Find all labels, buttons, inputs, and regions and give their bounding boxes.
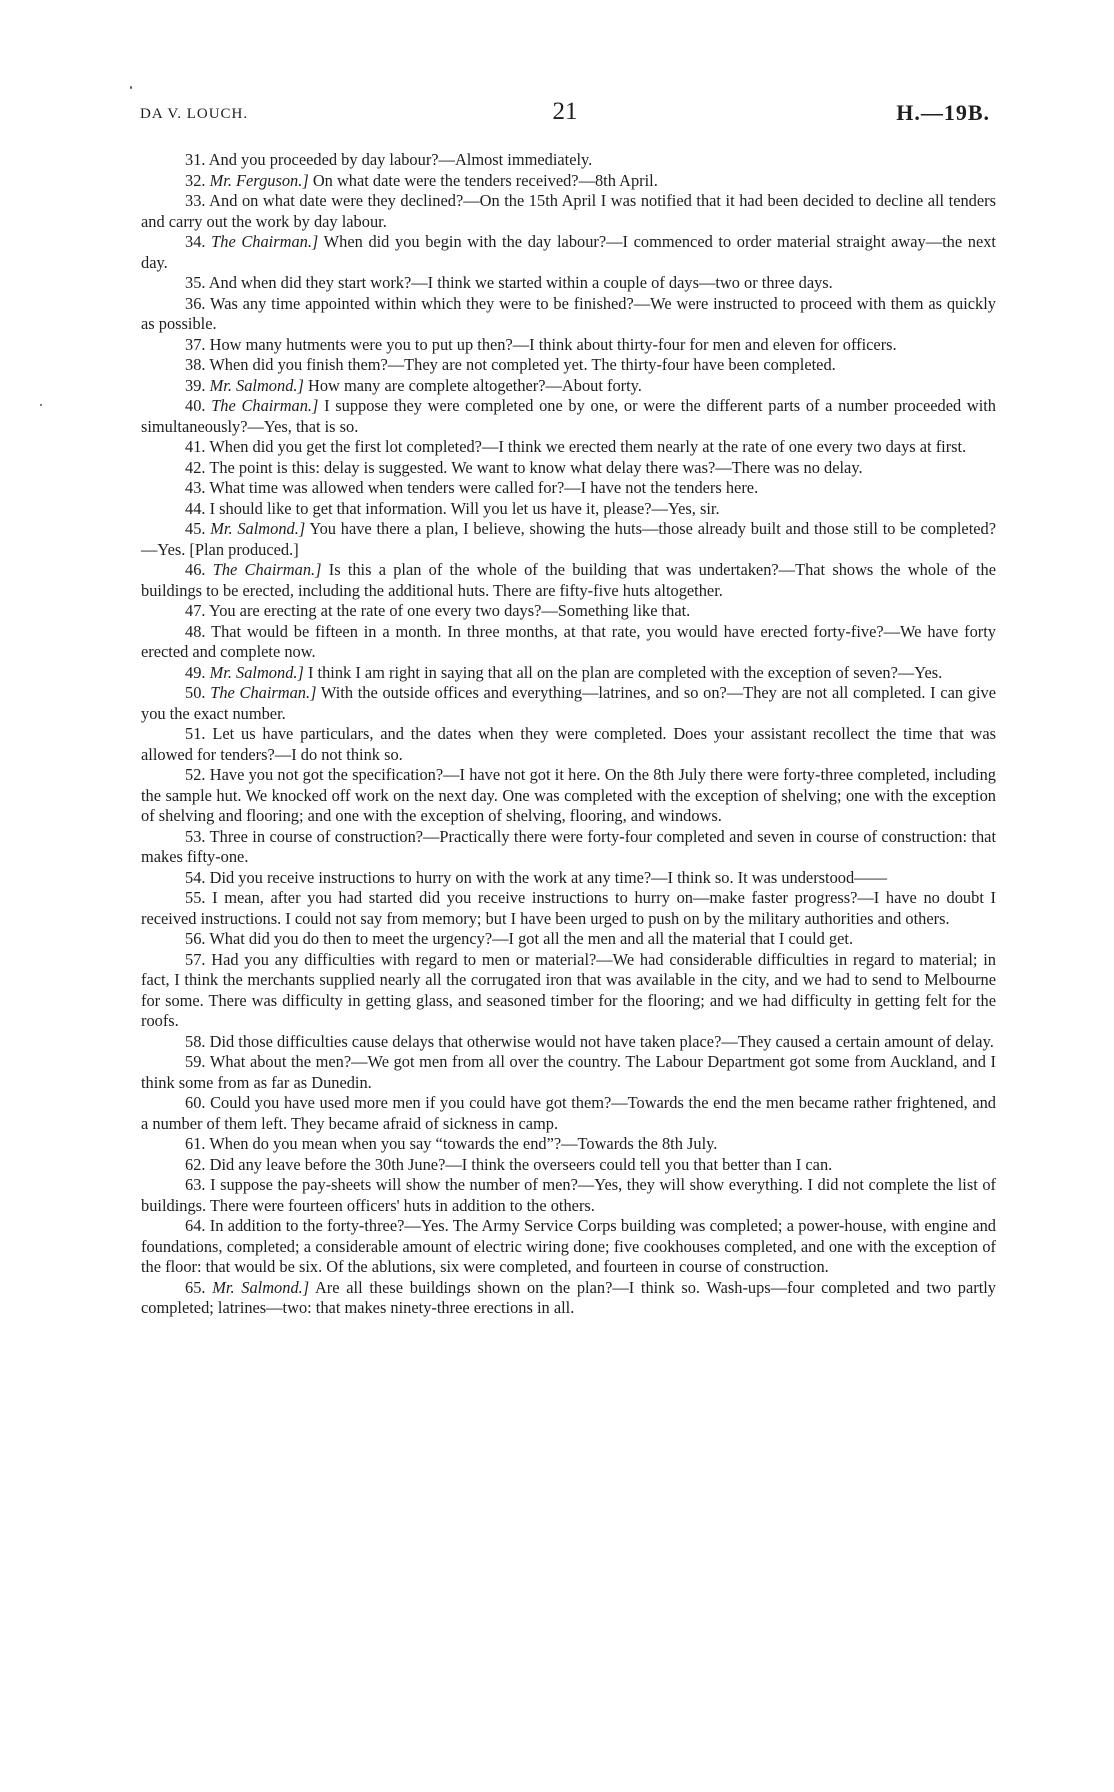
question-paragraph — [141, 355, 996, 376]
question-text: Did any leave before the 30th June?—I think the overseers could tell you that better than I can. — [209, 1154, 833, 1174]
page-number: 21 — [552, 98, 578, 125]
question-number: 47. — [185, 601, 206, 620]
question-text: Had you any difficulties with regard to men or material?—We had considerable difficulties in regard to material; in fact, I think the merchants supplied nearly all the corrugated iron that was available in the city, and we had to send to Melbourne for some. There was difficulty in getting glass, and seasoned timber for the flooring; and we had difficulty in getting felt for the roofs. — [141, 949, 996, 1030]
question-paragraph — [141, 560, 996, 601]
question-paragraph — [141, 396, 996, 437]
question-number: 50. — [185, 683, 206, 702]
question-number: 56. — [185, 929, 206, 948]
question-paragraph — [141, 1032, 996, 1053]
question-text: On what date were the tenders received?—8th April. — [312, 170, 658, 190]
question-paragraph — [141, 868, 996, 889]
question-number: 48. — [185, 621, 206, 641]
question-text: You have there a plan, I believe, showing the huts—those already built and those still to be completed?—Yes. [Plan produced.] — [141, 519, 996, 559]
question-number: 51. — [185, 724, 206, 743]
question-number: 46. — [185, 560, 206, 579]
question-number: 65. — [185, 1277, 206, 1297]
question-text: I mean, after you had started did you receive instructions to hurry on—make faster progress?—I have no doubt I received instructions. I could not say from memory; but I have been urged to push on by the military authorities and others. — [141, 888, 996, 928]
question-paragraph — [141, 458, 996, 479]
question-text: You are erecting at the rate of one every two days?—Something like that. — [209, 601, 691, 620]
question-text: And when did they start work?—I think we started within a couple of days—two or three days. — [208, 273, 833, 292]
question-text: Did those difficulties cause delays that otherwise would not have taken place?—They caused a certain amount of delay. — [209, 1031, 994, 1051]
speaker-label: Mr. Salmond.] — [210, 519, 306, 538]
question-text: With the outside offices and everything—latrines, and so on?—They are not all completed. I can give you the exact number. — [141, 683, 996, 723]
page-header — [140, 96, 990, 130]
question-paragraph — [141, 150, 996, 171]
question-paragraph — [141, 171, 996, 192]
question-paragraph — [141, 437, 996, 458]
question-paragraph — [141, 1175, 996, 1216]
question-text: When did you finish them?—They are not completed yet. The thirty-four have been completed. — [209, 355, 836, 374]
question-text: When do you mean when you say “towards the end”?—Towards the 8th July. — [209, 1134, 718, 1153]
question-paragraph — [141, 1052, 996, 1093]
question-paragraph — [141, 335, 996, 356]
question-paragraph — [141, 273, 996, 294]
question-text: How many are complete altogether?—About forty. — [307, 375, 642, 395]
question-text: Did you receive instructions to hurry on with the work at any time?—I think so. It was understood—— — [209, 867, 887, 887]
question-paragraph — [141, 1155, 996, 1176]
scan-speck — [40, 404, 42, 406]
question-text: How many hutments were you to put up then?—I think about thirty-four for men and eleven for officers. — [209, 334, 897, 354]
speaker-label: The Chairman.] — [212, 560, 322, 579]
question-number: 41. — [185, 437, 206, 456]
question-number: 45. — [185, 519, 206, 538]
question-paragraph — [141, 191, 996, 232]
question-paragraph — [141, 232, 996, 273]
testimony-body — [141, 150, 996, 1319]
question-text: In addition to the forty-three?—Yes. The Army Service Corps building was completed; a power-house, with engine and foundations, completed; a considerable amount of electric wiring done; five cookhouses completed, and one with the exception of the floor: that would be six. Of the ablutions, six were completed, and fourteen in course of construction. — [141, 1216, 996, 1276]
question-paragraph — [141, 950, 996, 1032]
speaker-label: Mr. Salmond.] — [209, 375, 304, 395]
question-text: When did you begin with the day labour?—I commenced to order material straight away—the next day. — [141, 232, 996, 272]
question-number: 43. — [185, 478, 206, 497]
question-text: When did you get the first lot completed?—I think we erected them nearly at the rate of one every two days at first. — [209, 437, 967, 456]
question-paragraph — [141, 683, 996, 724]
question-number: 34. — [185, 232, 206, 251]
speaker-label: Mr. Salmond.] — [212, 1277, 310, 1297]
speaker-label: The Chairman.] — [210, 683, 317, 702]
question-number: 37. — [185, 334, 206, 354]
question-number: 53. — [185, 826, 206, 846]
question-text: Three in course of construction?—Practically there were forty-four completed and seven in course of construction: that makes fifty-one. — [141, 826, 997, 866]
question-paragraph — [141, 1216, 996, 1278]
question-text: What time was allowed when tenders were called for?—I have not the tenders here. — [209, 478, 759, 497]
question-paragraph — [141, 827, 996, 868]
question-text: And on what date were they declined?—On the 15th April I was notified that it had been decided to decline all tenders and carry out the work by day labour. — [141, 191, 996, 231]
question-number: 32. — [185, 170, 206, 190]
question-paragraph — [141, 376, 996, 397]
question-number: 49. — [185, 662, 206, 682]
question-paragraph — [141, 294, 996, 335]
question-paragraph — [141, 724, 996, 765]
question-number: 54. — [185, 867, 206, 887]
question-number: 59. — [185, 1052, 206, 1071]
question-text: Is this a plan of the whole of the building that was undertaken?—That shows the whole of the buildings to be erected, including the additional huts. There are fifty-five huts altogether. — [141, 560, 996, 600]
question-paragraph — [141, 1278, 996, 1319]
question-paragraph — [141, 1134, 996, 1155]
question-text: And you proceeded by day labour?—Almost immediately. — [208, 150, 593, 169]
question-paragraph — [141, 499, 996, 520]
question-text: What about the men?—We got men from all over the country. The Labour Department got some from Auckland, and I think some from as far as Dunedin. — [141, 1052, 996, 1092]
question-number: 35. — [185, 273, 206, 292]
question-number: 64. — [185, 1216, 206, 1235]
question-text: Was any time appointed within which they were to be finished?—We were instructed to proceed with them as quickly as possible. — [141, 293, 996, 333]
question-paragraph — [141, 663, 996, 684]
question-paragraph — [141, 519, 996, 560]
question-number: 40. — [185, 396, 206, 415]
question-text: Are all these buildings shown on the plan?—I think so. Wash-ups—four completed and two partly completed; latrines—two: that makes ninety-three erections in all. — [141, 1277, 997, 1317]
question-number: 42. — [185, 457, 206, 477]
question-text: That would be fifteen in a month. In three months, at that rate, you would have erected forty-five?—We have forty erected and complete now. — [141, 621, 996, 661]
question-paragraph — [141, 929, 996, 950]
scan-speck — [130, 86, 132, 89]
question-number: 52. — [185, 765, 206, 784]
question-paragraph — [141, 478, 996, 499]
header-left: DA V. LOUCH. — [140, 106, 249, 122]
question-text: Could you have used more men if you could have got them?—Towards the end the men became rather frightened, and a number of them left. They became afraid of sickness in camp. — [141, 1093, 996, 1133]
question-text: Have you not got the specification?—I have not got it here. On the 8th July there were forty-three completed, including the sample hut. We knocked off work on the next day. One was completed with the exception of shelving; one with the exception of shelving and flooring; and one with the exception of shelving, flooring, and windows. — [141, 765, 996, 825]
question-text: What did you do then to meet the urgency?—I got all the men and all the material that I could get. — [209, 929, 854, 948]
speaker-label: Mr. Ferguson.] — [209, 170, 309, 190]
question-paragraph — [141, 601, 996, 622]
question-paragraph — [141, 622, 996, 663]
question-number: 58. — [185, 1031, 206, 1051]
speaker-label: The Chairman.] — [211, 396, 319, 415]
question-paragraph — [141, 1093, 996, 1134]
question-number: 55. — [185, 888, 206, 907]
question-text: I think I am right in saying that all on the plan are completed with the exception of seven?—Yes. — [307, 662, 943, 682]
question-text: The point is this: delay is suggested. We want to know what delay there was?—There was no delay. — [209, 457, 863, 477]
question-text: I suppose they were completed one by one, or were the different parts of a number proceeded with simultaneously?—Yes, that is so. — [141, 396, 996, 436]
speaker-label: Mr. Salmond.] — [209, 662, 304, 682]
document-code: H.—19B. — [896, 100, 990, 125]
question-number: 33. — [185, 191, 206, 210]
question-number: 57. — [185, 949, 206, 969]
question-paragraph — [141, 888, 996, 929]
question-number: 38. — [185, 355, 206, 374]
question-text: I should like to get that information. Will you let us have it, please?—Yes, sir. — [209, 498, 720, 518]
question-text: I suppose the pay-sheets will show the number of men?—Yes, they will show everything. I did not complete the list of buildings. There were fourteen officers' huts in addition to the others. — [141, 1175, 996, 1215]
speaker-label: The Chairman.] — [211, 232, 319, 251]
question-number: 36. — [185, 293, 206, 313]
question-number: 44. — [185, 498, 206, 518]
question-number: 61. — [185, 1134, 206, 1153]
question-number: 60. — [185, 1093, 206, 1112]
question-number: 63. — [185, 1175, 206, 1194]
question-number: 31. — [185, 150, 206, 169]
question-paragraph — [141, 765, 996, 827]
question-text: Let us have particulars, and the dates when they were completed. Does your assistant recollect the time that was allowed for tenders?—I do not think so. — [141, 724, 996, 764]
question-number: 39. — [185, 375, 206, 395]
question-number: 62. — [185, 1154, 206, 1174]
